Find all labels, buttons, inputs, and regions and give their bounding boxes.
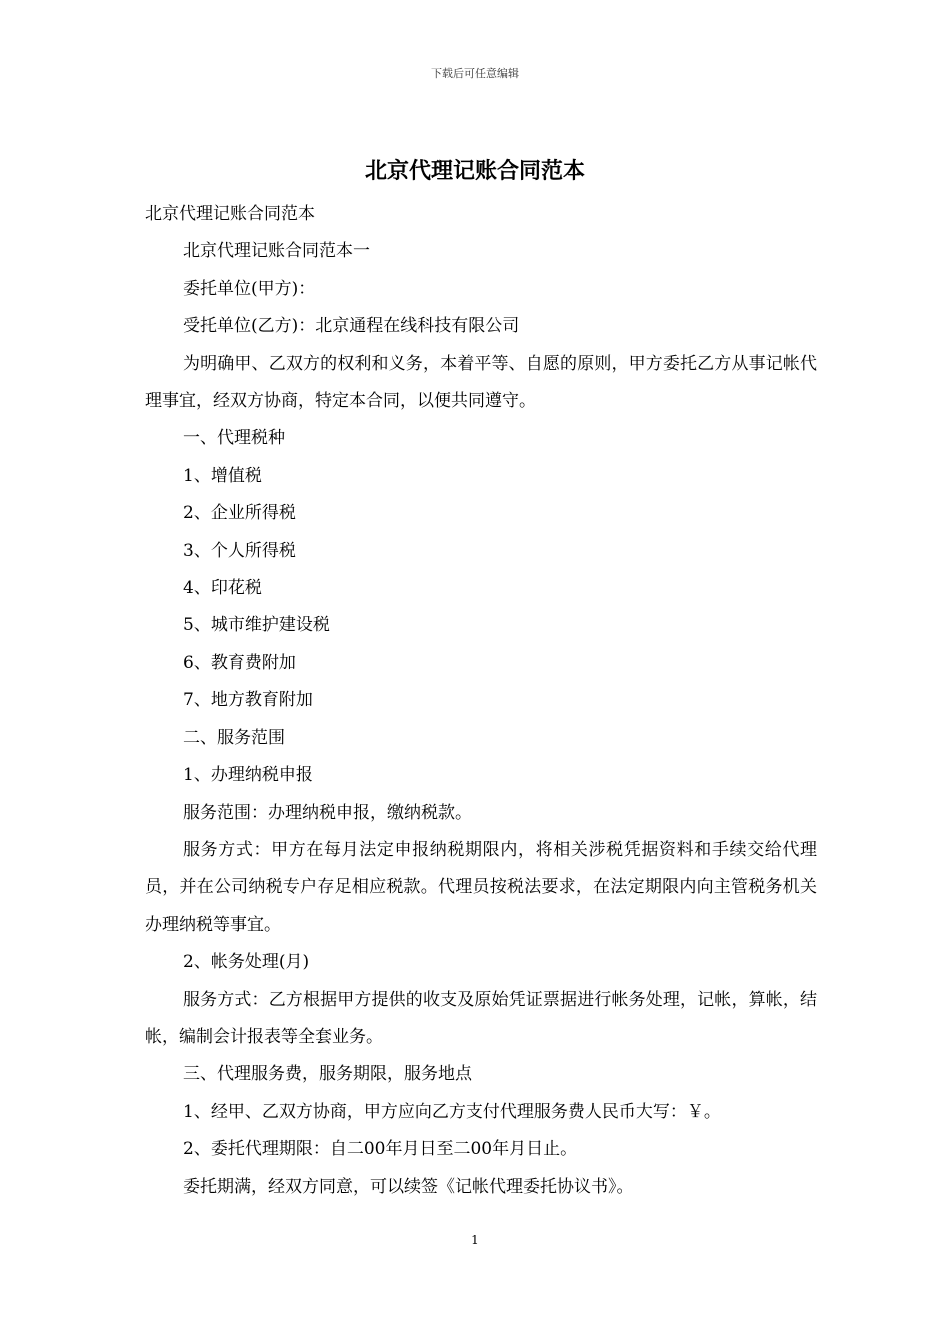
list-item: 2、企业所得税: [183, 503, 296, 524]
document-title: 北京代理记账合同范本: [364, 158, 585, 184]
paragraph-section-title: 北京代理记账合同范本一: [183, 241, 370, 262]
list-item: 1、增值税: [183, 465, 262, 486]
subheading-tax-filing: 1、办理纳税申报: [183, 765, 313, 786]
paragraph-renewal: 委托期满，经双方同意，可以续签《记帐代理委托协议书》。: [183, 1176, 634, 1197]
list-item: 4、印花税: [183, 578, 262, 599]
paragraph-preamble: 为明确甲、乙双方的权利和义务，本着平等、自愿的原则，甲方委托乙方从事记帐代理事宜，经双方协商，特定本合同，以便共同遵守。: [145, 353, 817, 412]
list-item: 5、城市维护建设税: [183, 615, 330, 636]
list-item: 7、地方教育附加: [183, 690, 313, 711]
paragraph-method-bookkeeping: 服务方式：乙方根据甲方提供的收支及原始凭证票据进行帐务处理，记帐，算帐，结帐，编制会计报表等全套业务。: [145, 989, 817, 1047]
paragraph-party-b: 受托单位(乙方)：北京通程在线科技有限公司: [183, 316, 520, 337]
paragraph-party-a: 委托单位(甲方)：: [183, 278, 316, 299]
page-header-note: 下载后可任意编辑: [431, 67, 519, 80]
paragraph-scope: 服务范围：办理纳税申报，缴纳税款。: [183, 802, 472, 823]
heading-tax-types: 一、代理税种: [183, 428, 285, 449]
page-number: 1: [471, 1233, 479, 1247]
heading-service-scope: 二、服务范围: [183, 727, 285, 748]
paragraph-method-filing: 服务方式：甲方在每月法定申报纳税期限内，将相关涉税凭据资料和手续交给代理员，并在公司纳税专户存足相应税款。代理员按税法要求，在法定期限内向主管税务机关办理纳税等事宜。: [145, 839, 817, 935]
list-item: 6、教育费附加: [183, 652, 296, 673]
paragraph-subtitle: 北京代理记账合同范本: [145, 204, 315, 224]
list-item: 3、个人所得税: [183, 540, 296, 561]
subheading-bookkeeping: 2、帐务处理(月): [183, 952, 310, 973]
paragraph-term: 2、委托代理期限：自二00年月日至二00年月日止。: [183, 1139, 578, 1160]
paragraph-fee: 1、经甲、乙双方协商，甲方应向乙方支付代理服务费人民币大写：￥。: [183, 1101, 721, 1122]
heading-fees-term-location: 三、代理服务费，服务期限，服务地点: [183, 1064, 472, 1085]
document-body: [145, 196, 817, 1206]
